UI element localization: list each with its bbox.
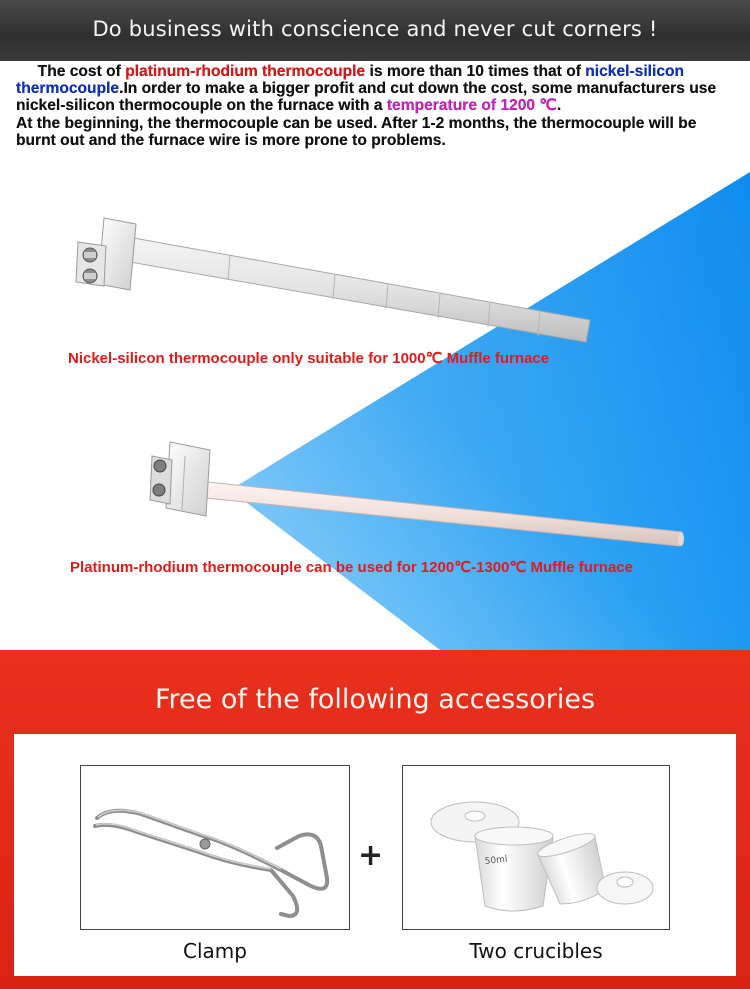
highlight-platinum: platinum-rhodium thermocouple xyxy=(125,63,366,80)
intro-text xyxy=(16,63,738,149)
plus-sign: + xyxy=(358,838,384,873)
intro-text-run: . xyxy=(556,97,562,115)
top-banner xyxy=(0,0,750,61)
intro-paragraph-1 xyxy=(16,63,738,115)
intro-text-run: The cost of xyxy=(37,63,126,80)
intro-text-run: is more than 10 times that of xyxy=(365,63,586,80)
accessory-label-clamp: Clamp xyxy=(183,939,247,963)
highlight-nickel: nickel-silicon thermocouple xyxy=(16,63,685,98)
crucibles-illustration xyxy=(403,766,670,930)
accessory-label-crucibles: Two crucibles xyxy=(469,939,603,963)
clamp-illustration xyxy=(81,766,350,930)
banner-title: Do business with conscience and never cut corners ! xyxy=(92,17,658,41)
accessories-title: Free of the following accessories xyxy=(154,684,596,715)
highlight-temperature: temperature of 1200 ℃ xyxy=(386,97,557,115)
intro-text-run: .In order to make a bigger profit and cut down the cost, some manufacturers use nickel-silicon thermocouple on the furnace with a xyxy=(16,80,717,115)
crucible-volume-mark: 50ml xyxy=(484,854,508,867)
intro-paragraph-2: At the beginning, the thermocouple can be used. After 1-2 months, the thermocouple will be burnt out and the furnace wire is more prone to problems. xyxy=(16,114,697,149)
crucibles-image-box xyxy=(402,765,670,930)
thermocouple-illustration xyxy=(0,160,750,650)
caption-nickel-silicon: Nickel-silicon thermocouple only suitable for 1000℃ Muffle furnace xyxy=(68,350,550,367)
thermocouple-photo xyxy=(0,160,750,650)
caption-platinum-rhodium: Platinum-rhodium thermocouple can be used for 1200℃-1300℃ Muffle furnace xyxy=(70,559,633,576)
clamp-image-box xyxy=(80,765,350,930)
